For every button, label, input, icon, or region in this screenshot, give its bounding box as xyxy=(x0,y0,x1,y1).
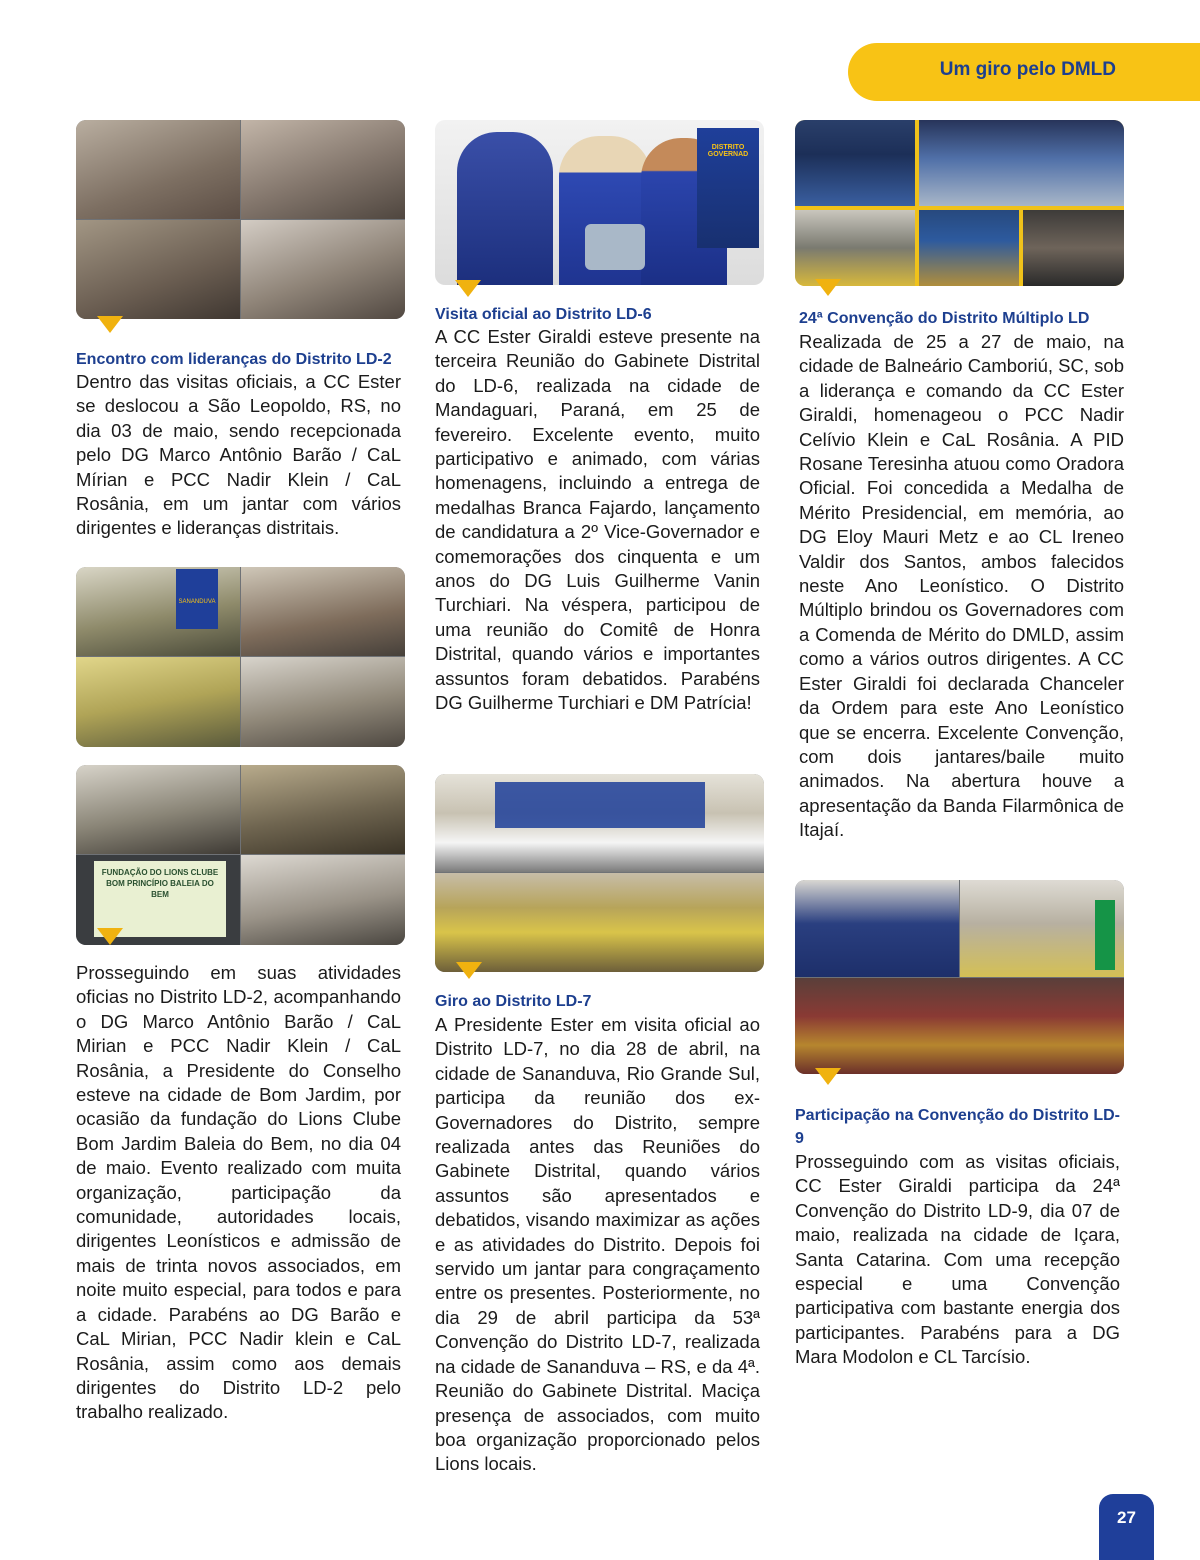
photo-pointer xyxy=(815,1068,841,1085)
photo-banner-text: DISTRITO GOVERNAD xyxy=(707,144,749,158)
photo-ld2-meeting xyxy=(76,120,405,319)
photo-pointer xyxy=(456,962,482,979)
photo-ld7-convention xyxy=(435,774,764,972)
article-body: A CC Ester Giraldi esteve presente na terceira Reunião do Gabinete Distrital do LD-6, realizada na cidade de Mandaguari, Paraná, em 25 de fevereiro. Excelente evento, muito participativo e animado, com várias homenagens, incluindo a entrega de medalhas Branca Fajardo, lançamento de candidatura a 2º Vice-Governador e comemorações dos cinquenta e um anos do DG Luis Guilherme Vanin Turchiari. Na véspera, participou de uma reunião do Comitê de Honra Distrital, quando vários e importantes assuntos foram debatidos. Parabéns DG Guilherme Turchiari e DM Patrícia! xyxy=(435,326,760,714)
photo-banner-text: FUNDAÇÃO DO LIONS CLUBE BOM PRINCÍPIO BALEIA DO BEM xyxy=(101,868,219,899)
article-title: 24ª Convenção do Distrito Múltiplo LD xyxy=(799,310,1090,327)
article-title: Visita oficial ao Distrito LD-6 xyxy=(435,306,652,323)
photo-ld2-bom-jardim xyxy=(76,765,405,945)
article-title: Participação na Convenção do Distrito LD-9 xyxy=(795,1107,1120,1147)
article-body: Dentro das visitas oficiais, a CC Ester se deslocou a São Leopoldo, RS, no dia 03 de maio, sendo recepcionada pelo DG Marco Antônio Barão / CaL Mírian e PCC Nadir Klein / CaL Rosânia, em um jantar com vários dirigentes e lideranças distritais. xyxy=(76,371,401,539)
photo-pointer xyxy=(97,928,123,945)
sananduva-banner xyxy=(176,569,218,629)
photo-banner-text: SANANDUVA xyxy=(178,599,216,605)
photo-pointer xyxy=(97,316,123,333)
article-body: A Presidente Ester em visita oficial ao Distrito LD-7, no dia 28 de abril, na cidade de Sananduva, Rio Grande Sul, participa da reunião dos ex-Governadores do Distrito, sempre realizada antes das Reuniões do Gabinete Distrital, quando vários assuntos são apresentados e debatidos, visando maximizar as ações e as atividades do Distrito. Depois foi servido um jantar para congraçamento entre os presentes. Posteriormente, no dia 29 de abril participa da 53ª Convenção do Distrito LD-7, realizada na cidade de Sananduva – RS, e da 4ª. Reunião do Gabinete Distrital. Maciça presença de associados, com muito boa organização proporcionado pelos Lions locais. xyxy=(435,1014,760,1475)
photo-pointer xyxy=(815,279,841,296)
photo-ld7-meeting-collage xyxy=(76,567,405,747)
photo-dmld-convention xyxy=(795,120,1124,286)
photo-ld9-convention xyxy=(795,880,1124,1074)
article-body: Prosseguindo com as visitas oficiais, CC Ester Giraldi participa da 24ª Convenção do Distrito LD-9, dia 07 de maio, realizada na cidade de Içara, Santa Catarina. Com uma recepção especial e uma Convenção participativa com bastante energia dos participantes. Parabéns para a DG Mara Modolon e CL Tarcísio. xyxy=(795,1151,1120,1368)
page-number: 27 xyxy=(1117,1508,1136,1527)
article-body: Prosseguindo em suas atividades oficias no Distrito LD-2, acompanhando o DG Marco Antônio Barão / CaL Mirian e PCC Nadir Klein / CaL Rosânia, a Presidente do Conselho esteve na cidade de Bom Jardim, por ocasião da fundação do Lions Clube Bom Jardim Baleia do Bem, no dia 04 de maio. Evento realizado com muita organização, participação da comunidade, autoridades locais, dirigentes Leonísticos e admissão de mais de trinta novos associados, em noite muito especial, para todos e para a cidade. Parabéns ao DG Barão e CaL Mirian, PCC Nadir klein e CaL Rosânia, assim como aos demais dirigentes do Distrito LD-2 pelo trabalho realizado. xyxy=(76,962,401,1423)
section-tab-label: Um giro pelo DMLD xyxy=(939,59,1116,80)
article-title: Encontro com lideranças do Distrito LD-2 xyxy=(76,351,392,368)
photo-pointer xyxy=(455,280,481,297)
section-tab xyxy=(848,43,1200,101)
fundacao-banner xyxy=(94,861,226,937)
article-title: Giro ao Distrito LD-7 xyxy=(435,993,592,1010)
article-body: Realizada de 25 a 27 de maio, na cidade de Balneário Camboriú, SC, sob a liderança e comando da CC Ester Giraldi, homenageou o PCC Nadir Celívio Klein e CaL Rosânia. A PID Rosane Teresinha atuou como Oradora Oficial. Foi concedida a Medalha de Mérito Presidencial, em memória, ao DG Eloy Mauri Metz e ao CL Ireneo Valdir dos Santos, ambos falecidos neste Ano Leonístico. O Distrito Múltiplo brindou os Governadores com a Comenda de Mérito do DMLD, assim como a vários outros dirigentes. A CC Ester Giraldi foi declarada Chanceler da Ordem para este Ano Leonístico que se encerra. Excelente Convenção, com dois jantares/baile muito animados. Na abertura houve a apresentação da Banda Filarmônica de Itajaí. xyxy=(799,331,1124,841)
page-number-badge xyxy=(1099,1494,1154,1560)
photo-ld6-visit xyxy=(435,120,764,285)
distrito-banner xyxy=(697,128,759,248)
